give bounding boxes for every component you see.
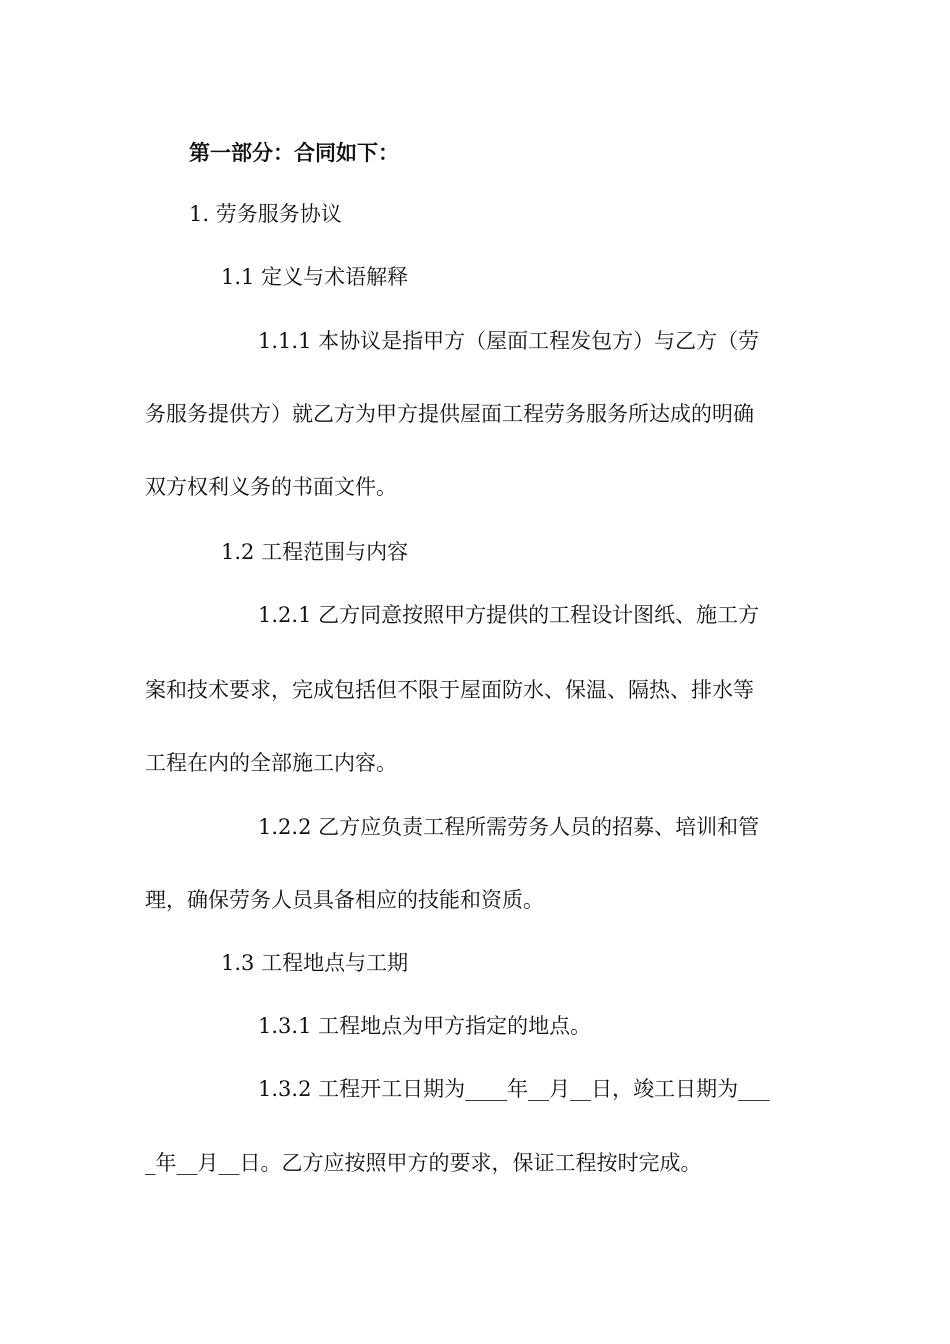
clause-text-line: 工程在内的全部施工内容。: [145, 751, 397, 775]
clause-text-line: _年__月__日。乙方应按照甲方的要求，保证工程按时完成。: [145, 1151, 702, 1175]
part-heading: 第一部分：合同如下：: [189, 141, 399, 165]
clause-text-line: 1.3.2 工程开工日期为____年__月__日，竣工日期为___: [258, 1077, 770, 1101]
clause-text-line: 1.3.1 工程地点为甲方指定的地点。: [258, 1014, 592, 1038]
clause-text-line: 1.1.1 本协议是指甲方（屋面工程发包方）与乙方（劳: [258, 329, 760, 353]
subsection-heading: 1.1 定义与术语解释: [221, 265, 409, 289]
subsection-heading: 1.3 工程地点与工期: [221, 951, 409, 975]
clause-text-line: 案和技术要求，完成包括但不限于屋面防水、保温、隔热、排水等: [145, 678, 754, 702]
clause-text-line: 1.2.2 乙方应负责工程所需劳务人员的招募、培训和管: [258, 815, 760, 839]
clause-text-line: 务服务提供方）就乙方为甲方提供屋面工程劳务服务所达成的明确: [145, 402, 754, 426]
clause-text-line: 双方权利义务的书面文件。: [145, 475, 397, 499]
section-heading: 1. 劳务服务协议: [189, 202, 342, 226]
clause-text-line: 1.2.1 乙方同意按照甲方提供的工程设计图纸、施工方: [258, 603, 760, 627]
clause-text-line: 理，确保劳务人员具备相应的技能和资质。: [145, 888, 544, 912]
subsection-heading: 1.2 工程范围与内容: [221, 540, 409, 564]
